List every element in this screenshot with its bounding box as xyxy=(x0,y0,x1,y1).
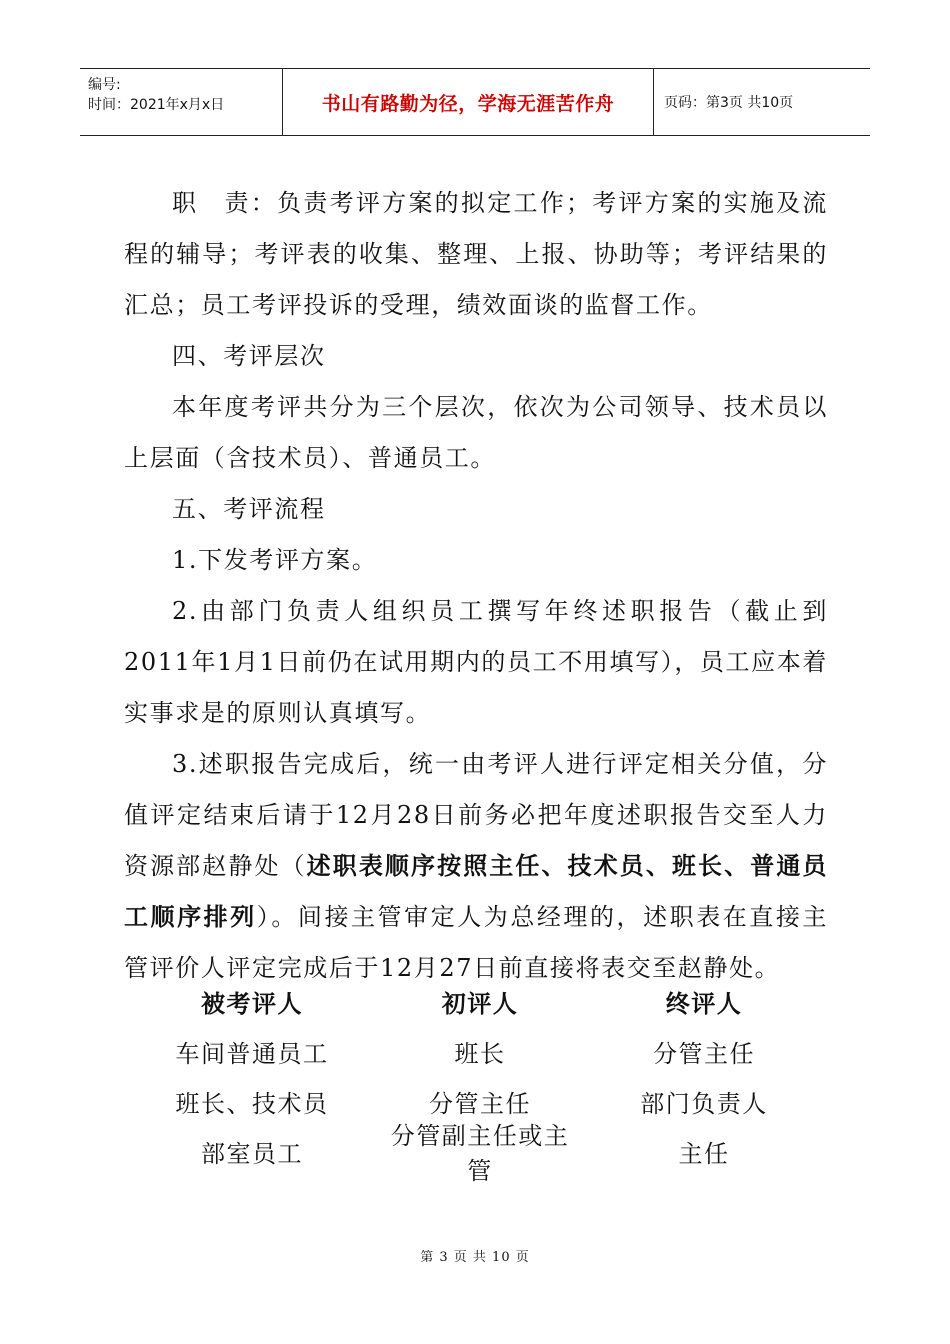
section-heading-levels: 四、考评层次 xyxy=(172,342,326,370)
table-cell: 班长、技术员 xyxy=(175,1089,329,1118)
levels-paragraph: 本年度考评共分为三个层次，依次为公司领导、技术员以上层面（含技术员）、普通员工。 xyxy=(124,393,828,472)
section-heading-process: 五、考评流程 xyxy=(172,495,326,523)
header-initial-evaluator: 初评人 xyxy=(441,989,519,1018)
evaluator-table xyxy=(124,976,828,1185)
process-step-1: 1.下发考评方案。 xyxy=(172,546,378,574)
process-step-3-part-a: 3.述职报告完成后，统一由考评人进行评定相关分值，分值评定结束后请于12月28日前务必把年度述职报告交至人力资源部赵静处（ xyxy=(124,750,828,880)
document-number-label: 编号: xyxy=(88,77,121,93)
process-step-2: 2.由部门负责人组织员工撰写年终述职报告（截止到2011年1月1日前仍在试用期内的员工不用填写），员工应本着实事求是的原则认真填写。 xyxy=(124,597,828,727)
table-cell: 部门负责人 xyxy=(640,1089,768,1118)
table-cell: 分管主任 xyxy=(429,1089,531,1118)
document-date: 时间：2021年x月x日 xyxy=(88,97,225,113)
table-cell: 部室员工 xyxy=(201,1139,303,1168)
process-step-3-part-b: ）。间接主管审定人为总经理的，述职表在直接主管评价人评定完成后于12月27日前直接将表交至赵静处。 xyxy=(124,903,829,982)
header-meta xyxy=(80,69,282,135)
table-cell: 车间普通员工 xyxy=(175,1039,329,1068)
table-cell: 主任 xyxy=(678,1139,730,1168)
header-evaluatee: 被考评人 xyxy=(201,989,303,1018)
process-step-3 xyxy=(124,739,828,994)
table-row xyxy=(124,1026,828,1076)
header-motto: 书山有路勤为径，学海无涯苦作舟 xyxy=(282,69,654,135)
table-cell: 班长 xyxy=(454,1039,506,1068)
responsibility-paragraph: 职 责：负责考评方案的拟定工作；考评方案的实施及流程的辅导；考评表的收集、整理、上报、协助等；考评结果的汇总；员工考评投诉的受理，绩效面谈的监督工作。 xyxy=(124,189,828,319)
table-cell: 分管主任 xyxy=(653,1039,755,1068)
header-page-info: 页码：第3页 共10页 xyxy=(664,95,794,111)
document-body xyxy=(124,178,828,994)
table-header-row xyxy=(124,976,828,1026)
table-row xyxy=(124,1122,828,1185)
page-footer: 第 3 页 共 10 页 xyxy=(420,1250,530,1265)
header-final-evaluator: 终评人 xyxy=(665,989,743,1018)
process-step-3-emphasis: 述职表顺序按照主任、技术员、班长、普通员工顺序排列 xyxy=(124,852,829,931)
page-header xyxy=(80,68,870,136)
table-cell: 分管副主任或主管 xyxy=(390,1122,570,1185)
